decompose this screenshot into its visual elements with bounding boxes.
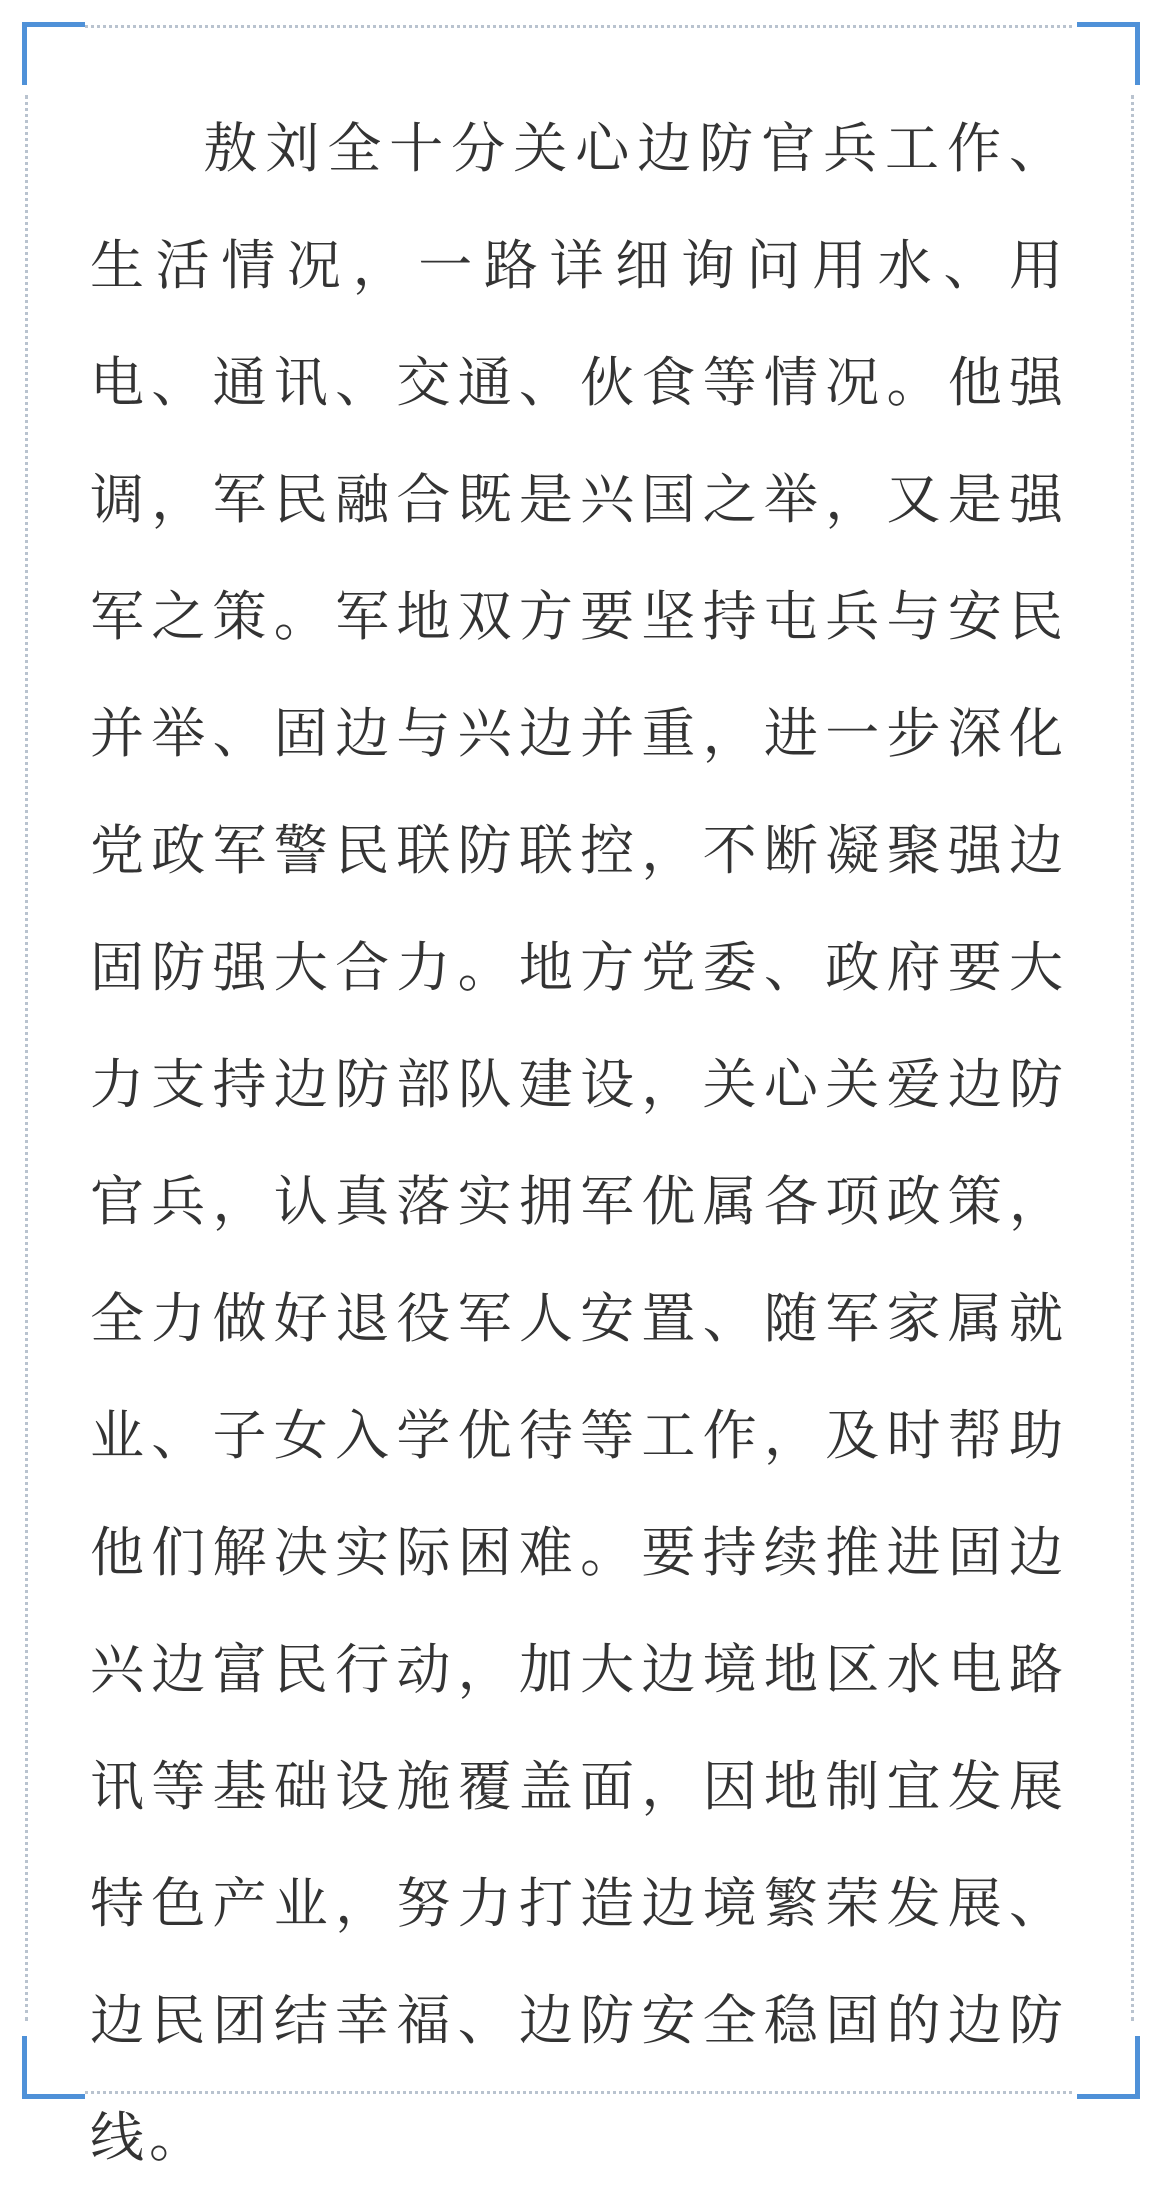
dotted-border-top [85, 25, 1072, 28]
corner-bracket-bottom-left [22, 2036, 85, 2099]
corner-bracket-bottom-right [1077, 2036, 1140, 2099]
corner-bracket-top-left [22, 22, 85, 85]
dotted-border-right [1131, 95, 1134, 2021]
corner-bracket-top-right [1077, 22, 1140, 85]
article-paragraph: 敖刘全十分关心边防官兵工作、生活情况，一路详细询问用水、用电、通讯、交通、伙食等情况。他强调，军民融合既是兴国之举，又是强军之策。军地双方要坚持屯兵与安民并举、固边与兴边并重，进一步深化党政军警民联防联控，不断凝聚强边固防强大合力。地方党委、政府要大力支持边防部队建设，关心关爱边防官兵，认真落实拥军优属各项政策，全力做好退役军人安置、随军家属就业、子女入学优待等工作，及时帮助他们解决实际困难。要持续推进固边兴边富民行动，加大边境地区水电路讯等基础设施覆盖面，因地制宜发展特色产业，努力打造边境繁荣发展、边民团结幸福、边防安全稳固的边防线。 [90, 117, 1068, 2169]
dotted-border-left [25, 95, 28, 2021]
